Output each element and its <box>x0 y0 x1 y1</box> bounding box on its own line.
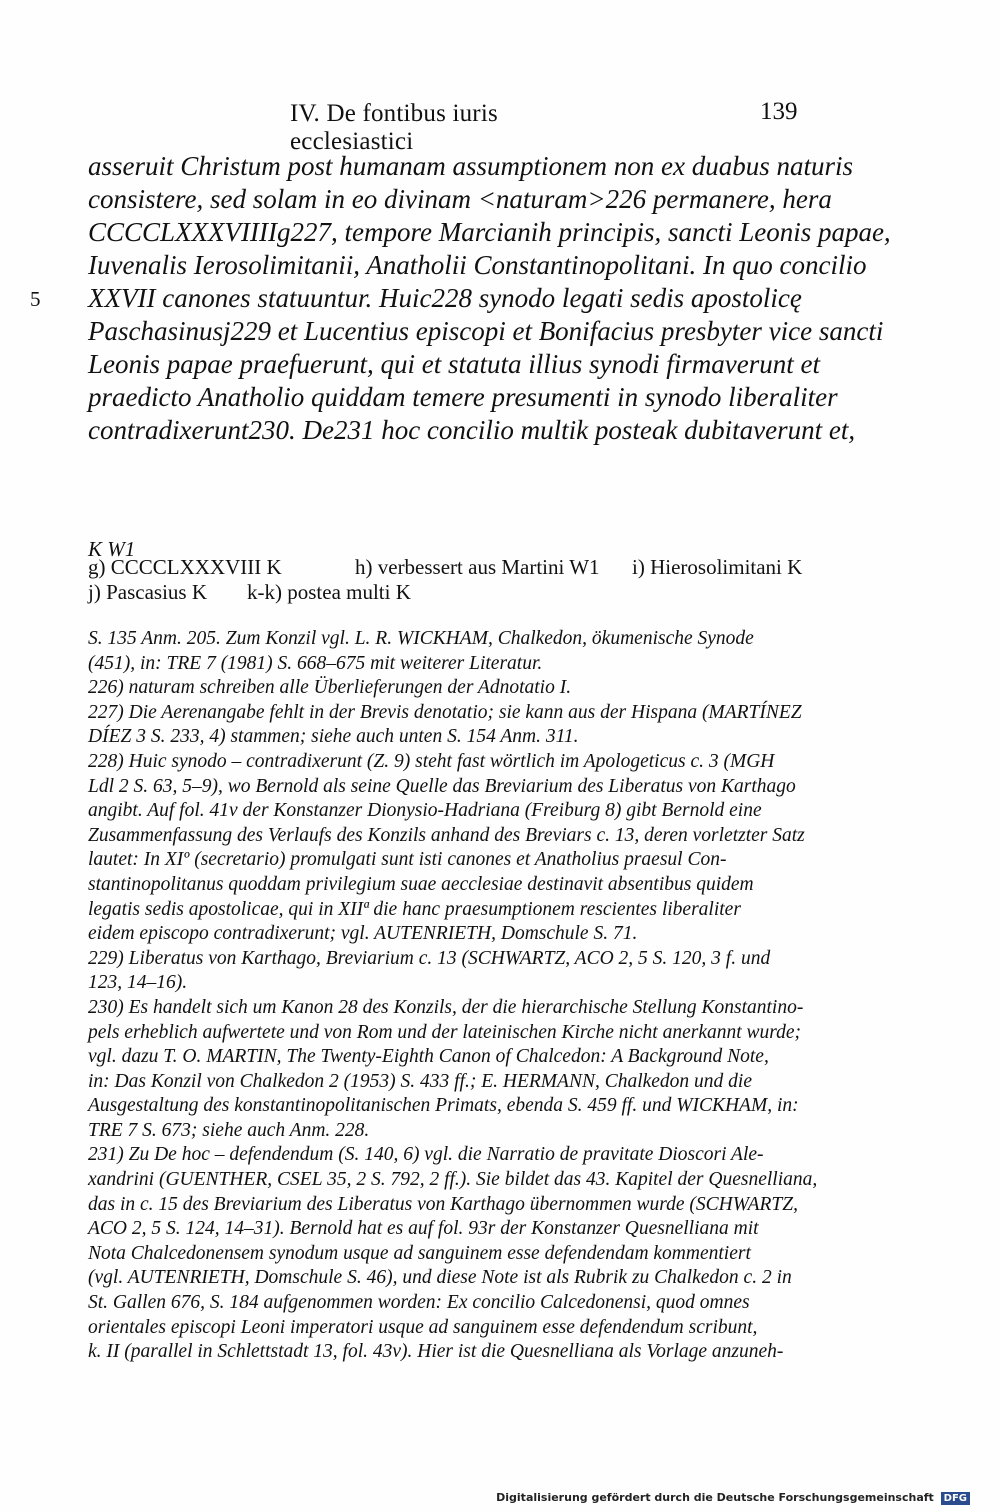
main-text-line: contradixerunt230. De231 hoc concilio multik posteak dubitaverunt et, <box>88 415 856 445</box>
main-text-line: praedicto Anatholio quiddam temere presumenti in synodo liberaliter <box>88 382 838 412</box>
footnote-line: 228) Huic synodo – contradixerunt (Z. 9) steht fast wörtlich im Apologeticus c. 3 (MGH <box>88 750 775 772</box>
footnote-line: pels erheblich aufwertete und von Rom und der lateinischen Kirche nicht anerkannt wurde; <box>88 1021 802 1043</box>
apparatus-entry-g: g) CCCCLXXXVIII K <box>88 555 282 579</box>
footnote-line: Ausgestaltung des konstantinopolitanischen Primats, ebenda S. 459 ff. und WICKHAM, in: <box>88 1095 799 1117</box>
main-text-line: Paschasinusj229 et Lucentius episcopi et Bonifacius presbyter vice sancti <box>88 316 884 346</box>
footnote-line: angibt. Auf fol. 41v der Konstanzer Dionysio-Hadriana (Freiburg 8) gibt Bernold eine <box>88 800 762 822</box>
dfg-logo: DFG <box>941 1492 970 1505</box>
footnote-line: 226) naturam schreiben alle Überlieferungen der Adnotatio I. <box>88 677 572 699</box>
apparatus-entry-h: h) verbessert aus Martini W1 <box>355 555 600 579</box>
footnote-line: in: Das Konzil von Chalkedon 2 (1953) S. 433 ff.; E. HERMANN, Chalkedon und die <box>88 1070 753 1092</box>
credit-text: Digitalisierung gefördert durch die Deutsche Forschungsgemeinschaft <box>496 1491 934 1504</box>
footnote-line: 229) Liberatus von Karthago, Breviarium c. 13 (SCHWARTZ, ACO 2, 5 S. 120, 3 f. und <box>88 947 771 969</box>
footnote-line: TRE 7 S. 673; siehe auch Anm. 228. <box>88 1119 370 1141</box>
footnote-line: 227) Die Aerenangabe fehlt in der Brevis denotatio; sie kann aus der Hispana (MARTÍNEZ <box>88 701 802 723</box>
main-text-line: Iuvenalis Ierosolimitanii, Anatholii Constantinopolitani. In quo concilio <box>88 250 867 280</box>
footnote-line: Zusammenfassung des Verlaufs des Konzils anhand des Breviars c. 13, deren vorletzter Satz <box>88 824 805 846</box>
footnote-line: 123, 14–16). <box>88 972 188 994</box>
footnote-line: 230) Es handelt sich um Kanon 28 des Konzils, der die hierarchische Stellung Konstantino- <box>88 996 804 1018</box>
footnote-line: St. Gallen 676, S. 184 aufgenommen worden: Ex concilio Calcedonensi, quod omnes <box>88 1292 750 1314</box>
footnote-line: k. II (parallel in Schlettstadt 13, fol. 43v). Hier ist die Quesnelliana als Vorlage anzuneh- <box>88 1341 784 1363</box>
apparatus-entry-j: j) Pascasius K <box>88 580 207 604</box>
footnote-line: eidem episcopo contradixerunt; vgl. AUTENRIETH, Domschule S. 71. <box>88 923 638 945</box>
footnote-line: S. 135 Anm. 205. Zum Konzil vgl. L. R. WICKHAM, Chalkedon, ökumenische Synode <box>88 628 754 649</box>
footnote-line: DÍEZ 3 S. 233, 4) stammen; siehe auch unten S. 154 Anm. 311. <box>88 726 579 748</box>
footnote-line: lautet: In XIº (secretario) promulgati sunt isti canones et Anatholius praesul Con- <box>88 849 727 871</box>
apparatus-siglum: K W1 <box>88 537 136 561</box>
running-head: IV. De fontibus iuris ecclesiastici <box>290 100 498 155</box>
footnote-line: Nota Chalcedonensem synodum usque ad sanguinem esse defendendam kommentiert <box>88 1242 751 1264</box>
footnote-line: stantinopolitanus quoddam privilegium suae aecclesiae destinavit absentibus quidem <box>88 873 754 895</box>
footnote-line: legatis sedis apostolicae, qui in XIIª die hanc praesumptionem rescientes liberaliter <box>88 898 741 920</box>
line-number: 5 <box>30 287 41 311</box>
main-text-line: XXVII canones statuuntur. Huic228 synodo legati sedis apostolicę <box>88 283 802 313</box>
footnote-line: 231) Zu De hoc – defendendum (S. 140, 6) vgl. die Narratio de pravitate Dioscori Ale- <box>88 1144 764 1166</box>
main-text-line: Leonis papae praefuerunt, qui et statuta illius synodi firmaverunt et <box>88 349 820 379</box>
main-text-line: asseruit Christum post humanam assumptionem non ex duabus naturis <box>88 151 854 181</box>
footnote-line: vgl. dazu T. O. MARTIN, The Twenty-Eighth Canon of Chalcedon: A Background Note, <box>88 1046 769 1068</box>
footnotes <box>88 627 818 1365</box>
footnote-line: (451), in: TRE 7 (1981) S. 668–675 mit weiterer Literatur. <box>88 652 543 674</box>
footnote-line: Ldl 2 S. 63, 5–9), wo Bernold als seine Quelle das Breviarium des Liberatus von Karthago <box>88 775 796 797</box>
page-number: 139 <box>760 98 798 125</box>
footnote-line: xandrini (GUENTHER, CSEL 35, 2 S. 792, 2 ff.). Sie bildet das 43. Kapitel der Quesnelliana, <box>88 1169 818 1191</box>
apparatus-entry-k: k-k) postea multi K <box>247 580 411 604</box>
main-text-line: consistere, sed solam in eo divinam <naturam>226 permanere, hera <box>88 184 832 214</box>
apparatus-entry-i: i) Hierosolimitani K <box>632 555 803 579</box>
main-text-line: CCCCLXXXVIIIIg227, tempore Marcianih principis, sancti Leonis papae, <box>88 217 891 247</box>
footnote-line: das in c. 15 des Breviarium des Liberatus von Karthago übernommen wurde (SCHWARTZ, <box>88 1193 798 1215</box>
footnote-line: orientales episcopi Leoni imperatori usque ad sanguinem esse defendendum scribunt, <box>88 1316 758 1338</box>
footnote-line: ACO 2, 5 S. 124, 14–31). Bernold hat es auf fol. 93r der Konstanzer Quesnelliana mit <box>88 1218 759 1240</box>
footnote-line: (vgl. AUTENRIETH, Domschule S. 46), und diese Note ist als Rubrik zu Chalkedon c. 2 in <box>88 1267 792 1289</box>
digitization-credit <box>496 1491 970 1505</box>
